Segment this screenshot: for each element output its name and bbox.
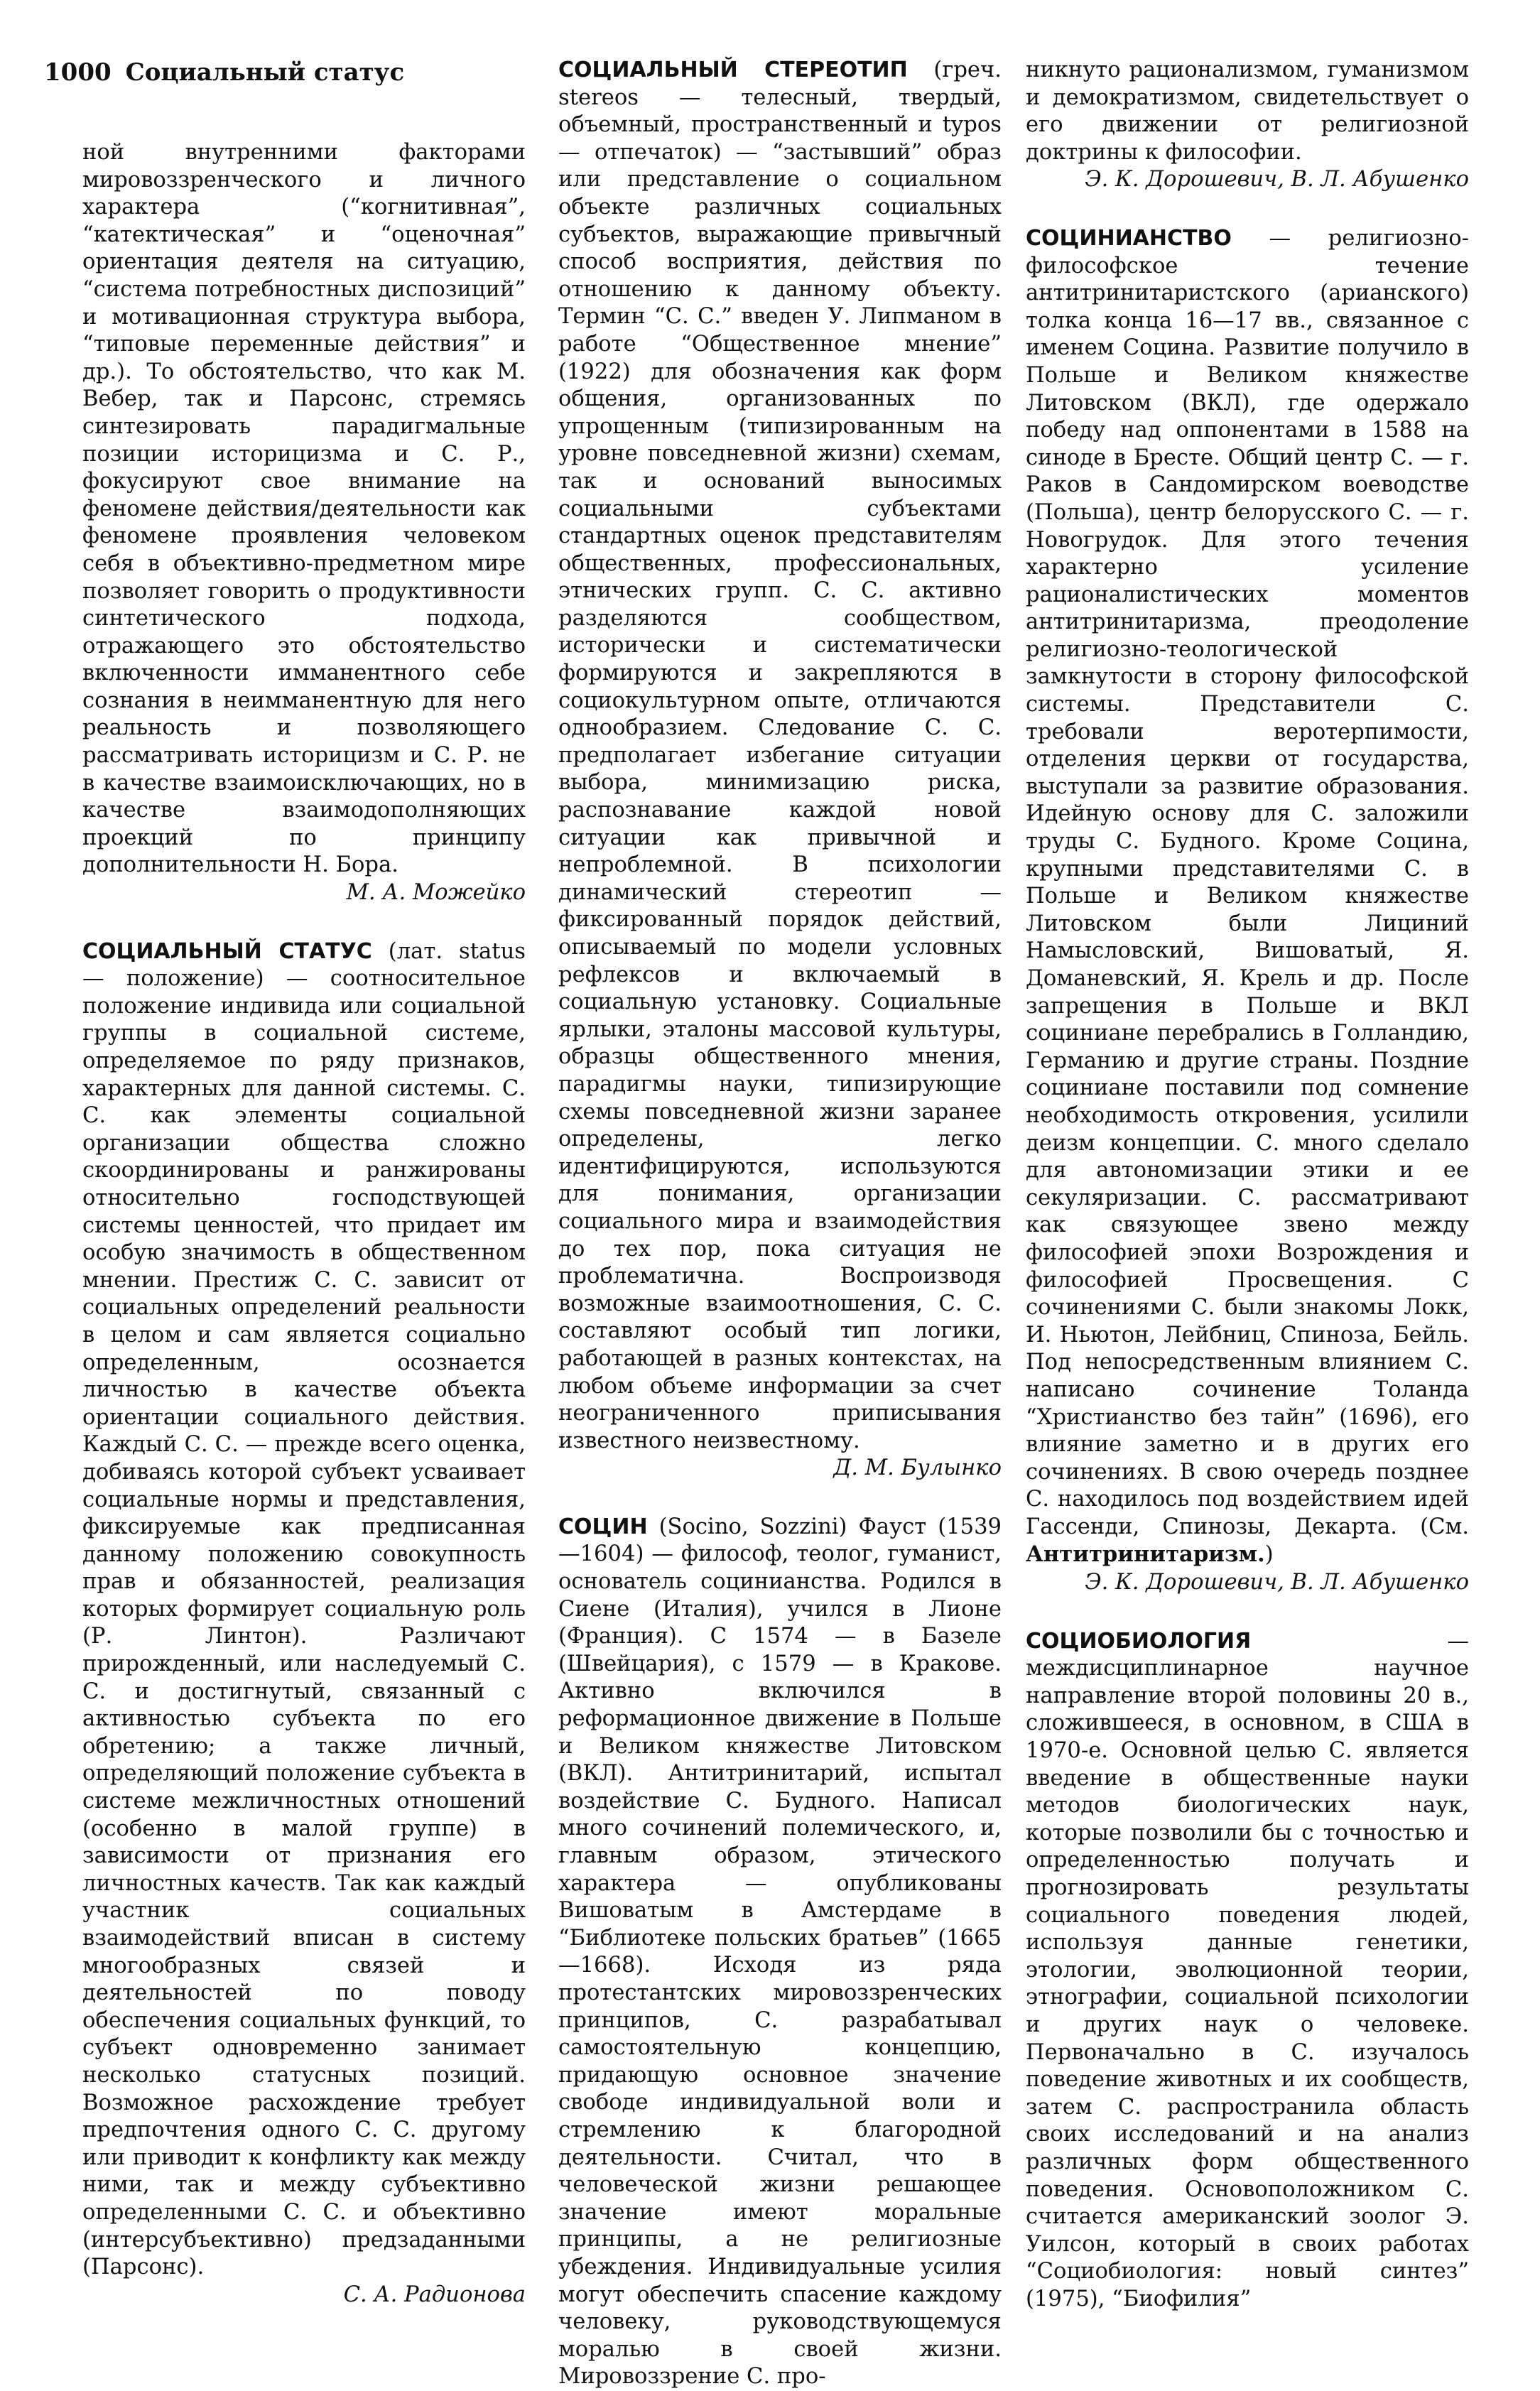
entry-headword: СОЦИОБИОЛОГИЯ xyxy=(1026,1628,1252,1654)
entry-text: (лат. status — положение) — соотносительное положение индивида или социальной группы в социальной системе, определяемое по ряду признаков, характерных для данной системы. С. С. как элементы социальной организации общества сложно скоординированы и ранжированы относительно господствующей системы ценностей, что придает им особую значимость в общественном мнении. Престиж С. С. зависит от социальных определений реальности в целом и сам является социально определенным, осознается личностью в качестве объекта ориентации социального действия. Каждый С. С. — прежде всего оценка, добиваясь которой субъект усваивает социальные нормы и представления, фиксируемые как предписанная данному положению совокупность прав и обязанностей, реализация которых формирует социальную роль (Р. Линтон). Различают прирожденный, или наследуемый С. С. и достигнутый, связанный с активностью субъекта по его обретению; а также личный, определяющий положение субъекта в системе межличностных отношений (особенно в малой группе) в зависимости от признания его личностных качеств. Так как каждый участник социальных взаимодействий вписан в систему многообразных связей и деятельностей по поводу обеспечения социальных функций, то субъект одновременно занимает несколько статусных позиций. Возможное расхождение требует предпочтения одного С. С. другому или приводит к конфликту как между ними, так и между субъективно определенными С. С. и объективно (интерсубъективно) предзаданными (Парсонс). xyxy=(82,938,526,2280)
entry-author: Д. М. Булынко xyxy=(833,1455,1002,1481)
cross-reference-link[interactable]: Антитринитаризм. xyxy=(1026,1541,1265,1568)
entry-author: Э. К. Дорошевич, В. Л. Абушенко xyxy=(1085,167,1469,193)
entry-author: С. А. Радионова xyxy=(343,2282,526,2307)
entry-text: — междисциплинарное научное направление второй половины 20 в., сложившееся, в основном, в США в 1970-е. Основной целью С. является введение в общественные науки методов биологических наук, которые позволили бы с точностью и определенностью получать и прогнозировать результаты социального поведения людей, используя данные генетики, этологии, эволюционной теории, этнографии, социальной психологии и других наук о человеке. Первоначально в С. изучалось поведение животных и их сообществ, затем С. распространила область своих исследований и на анализ различных форм общественного поведения. Основоположником С. считается американский зоолог Э. Уилсон, который в своих работах “Социобиология: новый синтез” (1975), “Биофилия” xyxy=(1026,1628,1469,2311)
entry-body xyxy=(558,57,1002,1455)
continued-entry-text: ной внутренними факторами мировоззренческого и личного характера (“когнитивная”, “катектическая” и “оценочная” ориентация деятеля на ситуацию, “система потребностных диспозиций” и мотивационная структура выбора, “типовые переменные действия” и др.). То обстоятельство, что как М. Вебер, так и Парсонс, стремясь синтезировать парадигмальные позиции историцизма и С. Р., фокусируют свое внимание на феномене действия/деятельности как феномене проявления человеком себя в объективно-предметном мире позволяет говорить о продуктивности синтетического подхода, отражающего это обстоятельство включенности имманентного себе сознания в неимманентную для него реальность и позволяющего рассматривать историцизм и С. Р. не в качестве взаимоисключающих, но в качестве взаимодополняющих проекций по принципу дополнительности Н. Бора. xyxy=(82,140,526,878)
column-left xyxy=(82,139,526,2309)
entry-social-stereotype xyxy=(558,57,1002,1482)
running-header xyxy=(44,58,404,101)
entry-headword: СОЦИАЛЬНЫЙ СТЕРЕОТИП xyxy=(558,58,908,82)
entry-headword: СОЦИНИАНСТВО xyxy=(1026,225,1232,251)
entry-sociobiology xyxy=(1026,1628,1469,2314)
entry-headword: СОЦИАЛЬНЫЙ СТАТУС xyxy=(82,938,372,964)
page-number: 1000 xyxy=(44,58,112,87)
column-middle xyxy=(558,57,1002,2391)
entry-body xyxy=(1026,1628,1469,2314)
entry-social-status xyxy=(82,938,526,2309)
column-right xyxy=(1026,57,1469,2314)
entry-text: (Socino, Sozzini) Фауст (1539—1604) — философ, теолог, гуманист, основатель социнианства. Родился в Сиене (Италия), учился в Лионе (Франция). С 1574 — в Базеле (Швейцария), с 1579 — в Кракове. Активно включился в реформационное движение в Польше и Великом княжестве Литовском (ВКЛ). Антитринитарий, испытал воздействие С. Будного. Написал много сочинений полемического, и, главным образом, этического характера — опубликованы Вишоватым в Амстердаме в “Библиотеке польских братьев” (1665—1668). Исходя из ряда протестантских мировоззренческих принципов, С. разрабатывал самостоятельную концепцию, придающую основное значение свободе индивидуальной воли и стремлению к благородной деятельности. Считал, что в человеческой жизни решающее значение имеют моральные принципы, а не религиозные убеждения. Индивидуальные усилия могут обеспечить спасение каждому человеку, руководствующемуся моралью в своей жизни. Мировоззрение С. про- xyxy=(558,1514,1002,2390)
entry-socinianism xyxy=(1026,225,1469,1597)
entry-body xyxy=(1026,225,1469,1569)
running-title: Социальный статус xyxy=(125,58,405,87)
entry-text-closing: ) xyxy=(1264,1542,1274,1568)
entry-author: М. А. Можейко xyxy=(346,880,526,906)
entry-socin xyxy=(558,1514,1002,2391)
entry-author: Э. К. Дорошевич, В. Л. Абушенко xyxy=(1085,1570,1469,1595)
entry-headword: СОЦИН xyxy=(558,1514,648,1539)
entry-body xyxy=(82,938,526,2282)
entry-text: — религиозно-философское течение антитринитаристского (арианского) толка конца 16—17 вв., связанное с именем Социна. Развитие получило в Польше и Великом княжестве Литовском (ВКЛ), где одержало победу над оппонентами в 1588 на синоде в Бресте. Общий центр С. — г. Раков в Сандомирском воеводстве (Польша), центр белорусского С. — г. Новогрудок. Для этого течения характерно усиление рационалистических моментов антитринитаризма, преодоление религиозно-теологической замкнутости в сторону философской системы. Представители С. требовали веротерпимости, отделения церкви от государства, выступали за развитие образования. Идейную основу для С. заложили труды С. Будного. Кроме Социна, крупными представителями С. в Польше и Великом княжестве Литовском были Лициний Намысловский, Вишоватый, Я. Доманевский, Я. Крель и др. После запрещения в Польше и ВКЛ социниане перебрались в Голландию, Германию и другие страны. Поздние социниане поставили под сомнение необходимость откровения, усилили деизм концепции. С. много сделало для автономизации этики и ее секуляризации. С. рассматривают как связующее звено между философией эпохи Возрождения и философией Просвещения. С сочинениями С. были знакомы Локк, И. Ньютон, Лейбниц, Спиноза, Бейль. Под непосредственным влиянием С. написано сочинение Толанда “Христианство без тайн” (1696), его влияние заметно и в других его сочинениях. В свою очередь позднее С. находилось под воздействием идей Гассенди, Спинозы, Декарта. (См. xyxy=(1026,225,1469,1539)
continued-entry-text: никнуто рационализмом, гуманизмом и демократизмом, свидетельствует о его движении от религиозной доктрины к философии. xyxy=(1026,58,1469,165)
entry-body xyxy=(558,1514,1002,2391)
entry-text: (греч. stereos — телесный, твердый, объемный, пространственный и typos — отпечаток) — “застывший” образ или представление о социальном объекте различных социальных субъектов, выражающие привычный способ восприятия, действия по отношению к данному объекту. Термин “С. С.” введен У. Липманом в работе “Общественное мнение” (1922) для обозначения как форм общения, организованных по упрощенным (типизированным на уровне повседневной жизни) схемам, так и оснований выносимых социальными субъектами стандартных оценок представителям общественных, профессиональных, этнических групп. С. С. активно разделяются сообществом, исторически и систематически формируются и закрепляются в социокультурном опыте, отличаются однообразием. Следование С. С. предполагает избегание ситуации выбора, минимизацию риска, распознавание каждой новой ситуации как привычной и непроблемной. В психологии динамический стереотип — фиксированный порядок действий, описываемый по модели условных рефлексов и включаемый в социальную установку. Социальные ярлыки, эталоны массовой культуры, образцы общественного мнения, парадигмы науки, типизирующие схемы повседневной жизни заранее определены, легко идентифицируются, используются для понимания, организации социального мира и взаимодействия до тех пор, пока ситуация не проблематична. Воспроизводя возможные взаимоотношения, С. С. составляют особый тип логики, работающей в разных контекстах, на любом объеме информации за счет неограниченного приписывания известного неизвестному. xyxy=(558,58,1002,1453)
